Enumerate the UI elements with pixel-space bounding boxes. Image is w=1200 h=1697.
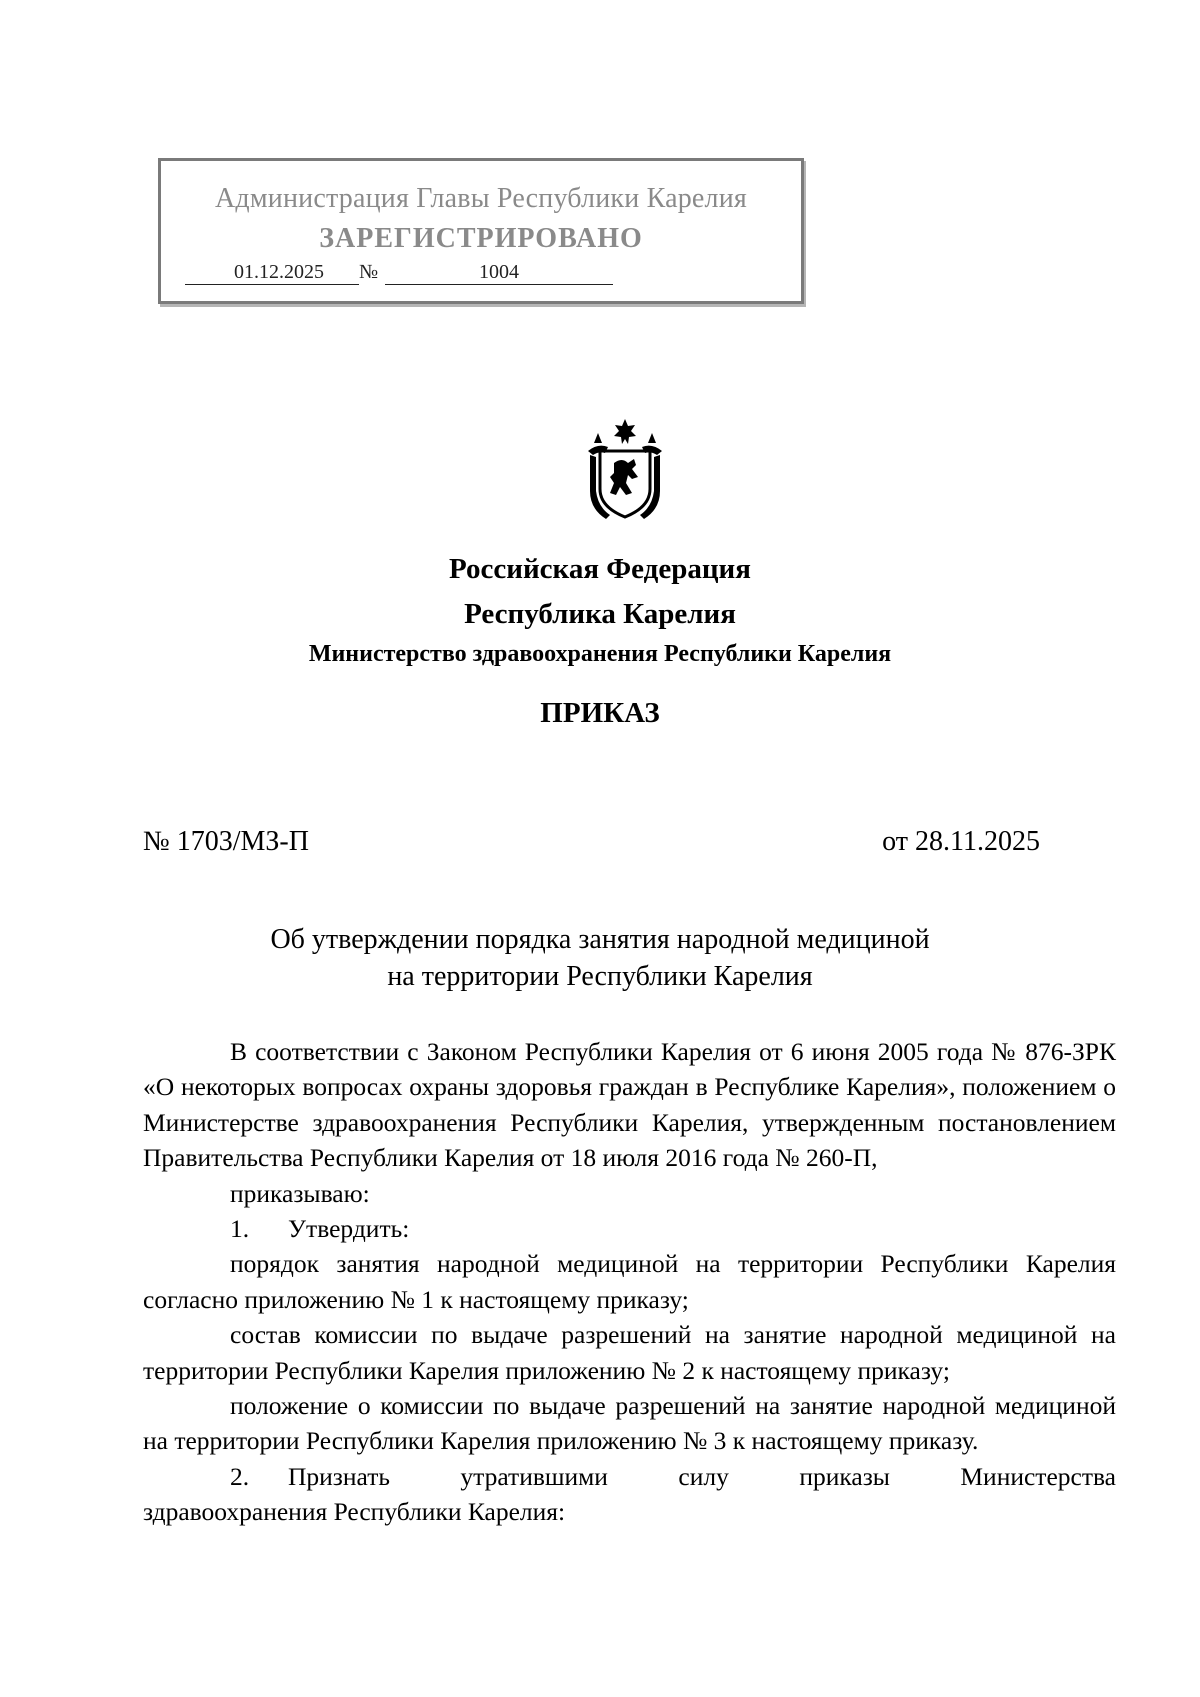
item-2-number: 2.	[230, 1461, 250, 1491]
document-body	[143, 1034, 1116, 1530]
header-ministry: Министерство здравоохранения Республики Карелия	[308, 641, 892, 667]
sub-item-2: состав комиссии по выдаче разрешений на занятие народной медициной на территории Республики Карелия приложению № 2 к настоящему приказу;	[143, 1320, 1116, 1385]
sub-item-3: положение о комиссии по выдаче разрешений на занятие народной медициной на территории Республики Карелия приложению № 3 к настоящему приказу.	[143, 1391, 1116, 1456]
stamp-number: 1004	[385, 261, 613, 285]
order-word: приказываю:	[230, 1178, 370, 1208]
order-number: № 1703/МЗ-П	[143, 826, 309, 857]
item-1-text: Утвердить:	[288, 1214, 410, 1244]
karelia-coat-of-arms-icon	[580, 415, 670, 523]
stamp-organization: Администрация Главы Республики Карелия	[215, 183, 747, 214]
item-1-number: 1.	[230, 1214, 250, 1244]
document-type: ПРИКАЗ	[540, 697, 660, 729]
sub-item-1: порядок занятия народной медициной на территории Республики Карелия согласно приложению № 1 к настоящему приказу;	[143, 1249, 1116, 1314]
item-2	[143, 1459, 1116, 1494]
stamp-status: ЗАРЕГИСТРИРОВАНО	[319, 223, 643, 254]
stamp-number-sign: №	[359, 261, 379, 283]
registration-stamp	[158, 158, 804, 304]
preamble-paragraph: В соответствии с Законом Республики Карелия от 6 июня 2005 года № 876-ЗРК «О некоторых вопросах охраны здоровья граждан в Республике Карелия», положением о Министерстве здравоохранения Республики Карелия, утвержденным постановлением Правительства Республики Карелия от 18 июля 2016 года № 260-П,	[143, 1037, 1116, 1173]
order-date: от 28.11.2025	[882, 826, 1040, 857]
header-country: Российская Федерация	[449, 553, 751, 585]
document-title-line-1: Об утверждении порядка занятия народной медициной	[270, 924, 930, 955]
item-2-continuation: здравоохранения Республики Карелия:	[143, 1497, 566, 1527]
document-title-line-2: на территории Республики Карелия	[387, 961, 813, 992]
stamp-date: 01.12.2025	[185, 261, 359, 285]
item-1	[143, 1211, 1116, 1246]
item-2-text-a: Признать утратившими силу приказы Министерства	[288, 1461, 1116, 1491]
header-region: Республика Карелия	[464, 598, 736, 630]
